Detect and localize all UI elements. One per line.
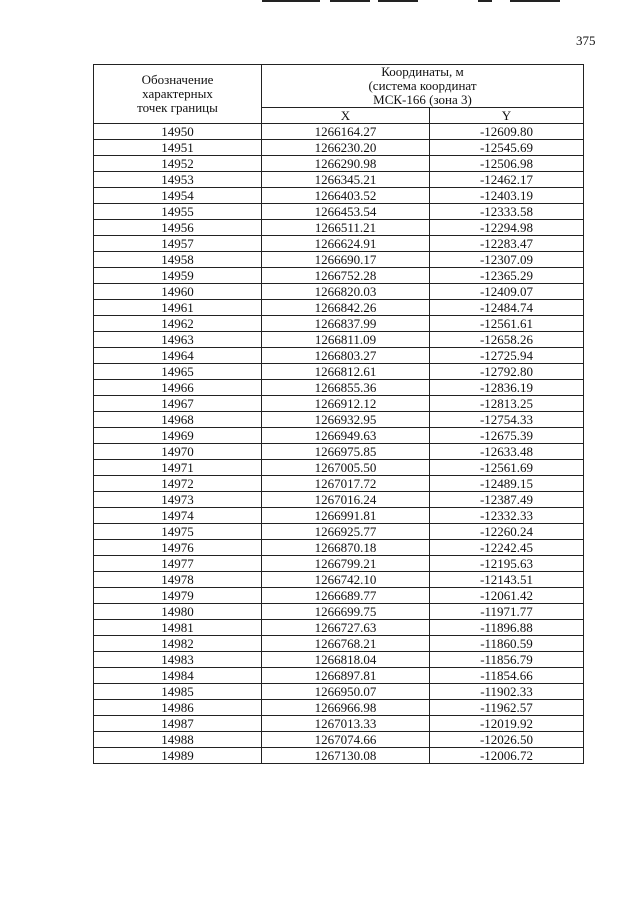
point-id-cell: 14974 bbox=[94, 508, 262, 524]
table-row bbox=[94, 620, 584, 636]
table-row bbox=[94, 348, 584, 364]
x-coordinate-cell: 1266897.81 bbox=[262, 668, 430, 684]
x-coordinate-cell: 1267074.66 bbox=[262, 732, 430, 748]
point-id-cell: 14954 bbox=[94, 188, 262, 204]
x-coordinate-cell: 1266837.99 bbox=[262, 316, 430, 332]
table-row bbox=[94, 188, 584, 204]
x-coordinate-cell: 1266752.28 bbox=[262, 268, 430, 284]
point-id-cell: 14955 bbox=[94, 204, 262, 220]
y-coordinate-cell: -11896.88 bbox=[430, 620, 584, 636]
table-row bbox=[94, 684, 584, 700]
x-coordinate-cell: 1266742.10 bbox=[262, 572, 430, 588]
point-id-cell: 14985 bbox=[94, 684, 262, 700]
table-row bbox=[94, 716, 584, 732]
coordinates-header bbox=[262, 65, 584, 108]
table-row bbox=[94, 396, 584, 412]
x-coordinate-cell: 1266870.18 bbox=[262, 540, 430, 556]
point-id-cell: 14953 bbox=[94, 172, 262, 188]
point-id-cell: 14986 bbox=[94, 700, 262, 716]
point-label-header bbox=[94, 65, 262, 124]
point-id-cell: 14973 bbox=[94, 492, 262, 508]
x-coordinate-cell: 1266230.20 bbox=[262, 140, 430, 156]
x-coordinate-cell: 1266690.17 bbox=[262, 252, 430, 268]
x-coordinate-cell: 1266842.26 bbox=[262, 300, 430, 316]
point-id-cell: 14988 bbox=[94, 732, 262, 748]
point-id-cell: 14971 bbox=[94, 460, 262, 476]
table-row bbox=[94, 172, 584, 188]
y-coordinate-cell: -12006.72 bbox=[430, 748, 584, 764]
y-coordinate-cell: -12633.48 bbox=[430, 444, 584, 460]
point-id-cell: 14957 bbox=[94, 236, 262, 252]
header-row-top bbox=[94, 65, 584, 108]
table-row bbox=[94, 124, 584, 140]
point-id-cell: 14978 bbox=[94, 572, 262, 588]
y-coordinate-cell: -12365.29 bbox=[430, 268, 584, 284]
point-id-cell: 14958 bbox=[94, 252, 262, 268]
y-coordinate-cell: -12283.47 bbox=[430, 236, 584, 252]
x-coordinate-cell: 1266966.98 bbox=[262, 700, 430, 716]
x-coordinate-cell: 1266975.85 bbox=[262, 444, 430, 460]
y-coordinate-cell: -11860.59 bbox=[430, 636, 584, 652]
y-coordinate-cell: -11854.66 bbox=[430, 668, 584, 684]
x-coordinate-cell: 1266932.95 bbox=[262, 412, 430, 428]
y-coordinate-cell: -12792.80 bbox=[430, 364, 584, 380]
y-coordinate-cell: -12754.33 bbox=[430, 412, 584, 428]
table-row bbox=[94, 236, 584, 252]
top-rule-1 bbox=[262, 0, 320, 2]
x-coordinate-cell: 1266689.77 bbox=[262, 588, 430, 604]
x-coordinate-cell: 1266818.04 bbox=[262, 652, 430, 668]
y-coordinate-cell: -12725.94 bbox=[430, 348, 584, 364]
top-rule-4 bbox=[478, 0, 492, 2]
point-id-cell: 14965 bbox=[94, 364, 262, 380]
y-coordinate-cell: -12332.33 bbox=[430, 508, 584, 524]
y-coordinate-cell: -12506.98 bbox=[430, 156, 584, 172]
x-coordinate-cell: 1266799.21 bbox=[262, 556, 430, 572]
point-id-cell: 14966 bbox=[94, 380, 262, 396]
y-coordinate-cell: -12462.17 bbox=[430, 172, 584, 188]
table-row bbox=[94, 700, 584, 716]
table-row bbox=[94, 588, 584, 604]
page-number: 375 bbox=[576, 33, 596, 48]
coordinates-line: (система координат bbox=[368, 78, 477, 93]
point-id-cell: 14968 bbox=[94, 412, 262, 428]
table-row bbox=[94, 284, 584, 300]
x-coordinate-cell: 1266811.09 bbox=[262, 332, 430, 348]
point-id-cell: 14950 bbox=[94, 124, 262, 140]
point-id-cell: 14980 bbox=[94, 604, 262, 620]
table-row bbox=[94, 572, 584, 588]
table-row bbox=[94, 524, 584, 540]
coordinates-table bbox=[93, 64, 584, 764]
x-coordinate-cell: 1266991.81 bbox=[262, 508, 430, 524]
y-coordinate-cell: -12403.19 bbox=[430, 188, 584, 204]
x-coordinate-cell: 1267130.08 bbox=[262, 748, 430, 764]
y-coordinate-cell: -12675.39 bbox=[430, 428, 584, 444]
x-coordinate-cell: 1267016.24 bbox=[262, 492, 430, 508]
table-row bbox=[94, 732, 584, 748]
x-coordinate-cell: 1266624.91 bbox=[262, 236, 430, 252]
point-id-cell: 14951 bbox=[94, 140, 262, 156]
x-coordinate-cell: 1266403.52 bbox=[262, 188, 430, 204]
y-coordinate-cell: -12813.25 bbox=[430, 396, 584, 412]
table-row bbox=[94, 252, 584, 268]
y-coordinate-cell: -12561.61 bbox=[430, 316, 584, 332]
table-row bbox=[94, 428, 584, 444]
col-y-header: Y bbox=[430, 108, 584, 124]
point-id-cell: 14967 bbox=[94, 396, 262, 412]
point-id-cell: 14970 bbox=[94, 444, 262, 460]
y-coordinate-cell: -12242.45 bbox=[430, 540, 584, 556]
top-rule-3 bbox=[378, 0, 418, 2]
y-coordinate-cell: -12307.09 bbox=[430, 252, 584, 268]
x-coordinate-cell: 1267017.72 bbox=[262, 476, 430, 492]
table-row bbox=[94, 300, 584, 316]
point-id-cell: 14982 bbox=[94, 636, 262, 652]
y-coordinate-cell: -12294.98 bbox=[430, 220, 584, 236]
x-coordinate-cell: 1267005.50 bbox=[262, 460, 430, 476]
y-coordinate-cell: -12658.26 bbox=[430, 332, 584, 348]
table-row bbox=[94, 444, 584, 460]
y-coordinate-cell: -12143.51 bbox=[430, 572, 584, 588]
x-coordinate-cell: 1266949.63 bbox=[262, 428, 430, 444]
point-id-cell: 14989 bbox=[94, 748, 262, 764]
y-coordinate-cell: -12195.63 bbox=[430, 556, 584, 572]
point-id-cell: 14975 bbox=[94, 524, 262, 540]
table-row bbox=[94, 316, 584, 332]
y-coordinate-cell: -11902.33 bbox=[430, 684, 584, 700]
table-row bbox=[94, 460, 584, 476]
point-label-line: Обозначение bbox=[141, 72, 214, 87]
y-coordinate-cell: -11856.79 bbox=[430, 652, 584, 668]
point-label-line: характерных bbox=[142, 86, 213, 101]
point-id-cell: 14977 bbox=[94, 556, 262, 572]
point-id-cell: 14981 bbox=[94, 620, 262, 636]
x-coordinate-cell: 1266950.07 bbox=[262, 684, 430, 700]
table-row bbox=[94, 668, 584, 684]
table-row bbox=[94, 492, 584, 508]
top-rule-5 bbox=[510, 0, 560, 2]
point-id-cell: 14969 bbox=[94, 428, 262, 444]
x-coordinate-cell: 1267013.33 bbox=[262, 716, 430, 732]
y-coordinate-cell: -12484.74 bbox=[430, 300, 584, 316]
table-row bbox=[94, 156, 584, 172]
table-row bbox=[94, 364, 584, 380]
y-coordinate-cell: -12489.15 bbox=[430, 476, 584, 492]
x-coordinate-cell: 1266164.27 bbox=[262, 124, 430, 140]
point-id-cell: 14956 bbox=[94, 220, 262, 236]
table-body bbox=[94, 124, 584, 764]
table-row bbox=[94, 508, 584, 524]
y-coordinate-cell: -12260.24 bbox=[430, 524, 584, 540]
table-row bbox=[94, 604, 584, 620]
x-coordinate-cell: 1266453.54 bbox=[262, 204, 430, 220]
table-header bbox=[94, 65, 584, 124]
y-coordinate-cell: -12019.92 bbox=[430, 716, 584, 732]
point-id-cell: 14983 bbox=[94, 652, 262, 668]
top-rule-2 bbox=[330, 0, 370, 2]
point-id-cell: 14976 bbox=[94, 540, 262, 556]
point-id-cell: 14952 bbox=[94, 156, 262, 172]
x-coordinate-cell: 1266855.36 bbox=[262, 380, 430, 396]
table-row bbox=[94, 636, 584, 652]
point-id-cell: 14979 bbox=[94, 588, 262, 604]
y-coordinate-cell: -12061.42 bbox=[430, 588, 584, 604]
x-coordinate-cell: 1266768.21 bbox=[262, 636, 430, 652]
x-coordinate-cell: 1266699.75 bbox=[262, 604, 430, 620]
x-coordinate-cell: 1266912.12 bbox=[262, 396, 430, 412]
table-row bbox=[94, 204, 584, 220]
point-id-cell: 14960 bbox=[94, 284, 262, 300]
table-row bbox=[94, 140, 584, 156]
coordinates-line: МСК-166 (зона 3) bbox=[373, 92, 472, 107]
table-row bbox=[94, 380, 584, 396]
col-x-header: X bbox=[262, 108, 430, 124]
table-row bbox=[94, 268, 584, 284]
point-id-cell: 14959 bbox=[94, 268, 262, 284]
y-coordinate-cell: -11962.57 bbox=[430, 700, 584, 716]
point-id-cell: 14987 bbox=[94, 716, 262, 732]
table-row bbox=[94, 332, 584, 348]
y-coordinate-cell: -12387.49 bbox=[430, 492, 584, 508]
table-row bbox=[94, 412, 584, 428]
point-id-cell: 14964 bbox=[94, 348, 262, 364]
y-coordinate-cell: -12026.50 bbox=[430, 732, 584, 748]
y-coordinate-cell: -12561.69 bbox=[430, 460, 584, 476]
y-coordinate-cell: -12409.07 bbox=[430, 284, 584, 300]
x-coordinate-cell: 1266812.61 bbox=[262, 364, 430, 380]
point-id-cell: 14961 bbox=[94, 300, 262, 316]
x-coordinate-cell: 1266511.21 bbox=[262, 220, 430, 236]
point-id-cell: 14962 bbox=[94, 316, 262, 332]
table-row bbox=[94, 220, 584, 236]
point-label-line: точек границы bbox=[137, 100, 218, 115]
x-coordinate-cell: 1266820.03 bbox=[262, 284, 430, 300]
table-row bbox=[94, 748, 584, 764]
x-coordinate-cell: 1266925.77 bbox=[262, 524, 430, 540]
x-coordinate-cell: 1266345.21 bbox=[262, 172, 430, 188]
table-row bbox=[94, 540, 584, 556]
x-coordinate-cell: 1266803.27 bbox=[262, 348, 430, 364]
point-id-cell: 14963 bbox=[94, 332, 262, 348]
y-coordinate-cell: -11971.77 bbox=[430, 604, 584, 620]
table-row bbox=[94, 556, 584, 572]
x-coordinate-cell: 1266727.63 bbox=[262, 620, 430, 636]
table-row bbox=[94, 476, 584, 492]
y-coordinate-cell: -12836.19 bbox=[430, 380, 584, 396]
coordinates-line: Координаты, м bbox=[381, 64, 464, 79]
y-coordinate-cell: -12609.80 bbox=[430, 124, 584, 140]
point-id-cell: 14972 bbox=[94, 476, 262, 492]
table-row bbox=[94, 652, 584, 668]
y-coordinate-cell: -12545.69 bbox=[430, 140, 584, 156]
y-coordinate-cell: -12333.58 bbox=[430, 204, 584, 220]
point-id-cell: 14984 bbox=[94, 668, 262, 684]
x-coordinate-cell: 1266290.98 bbox=[262, 156, 430, 172]
